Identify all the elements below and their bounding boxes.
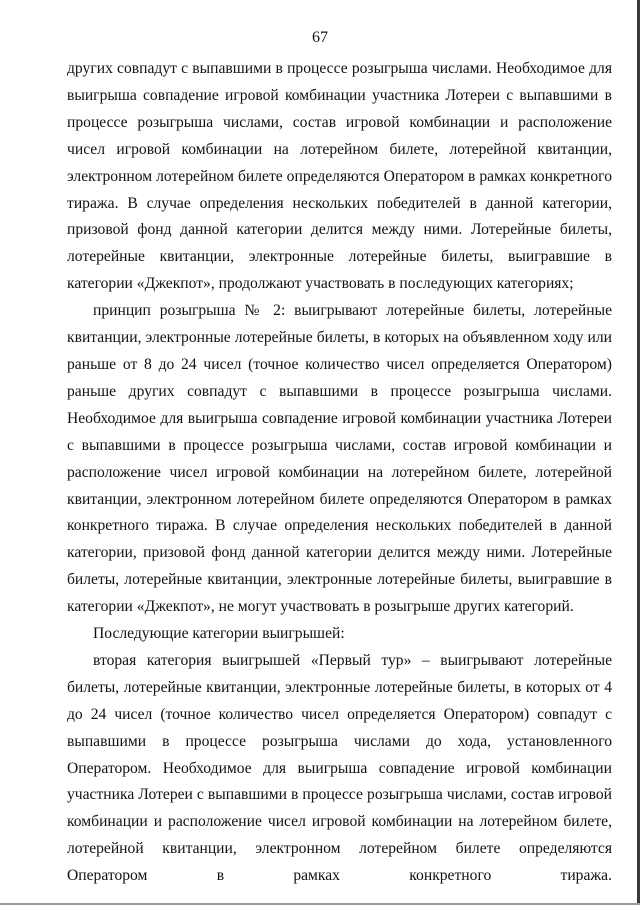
paragraph-principle-2: принцип розыгрыша № 2: выигрывают лотерейные билеты, лотерейные квитанции, электронные лотерейные билеты, в которых на объявленном ходу или раньше от 8 до 24 чисел (точное количество чисел определяется Оператором) раньше других совпадут с выпавшими в процессе розыгрыша числами. Необходимое для выигрыша совпадение игровой комбинации участника Лотереи с выпавшими в процессе розыгрыша числами, состав игровой комбинации и расположение чисел игровой комбинации на лотерейном билете, лотерейной квитанции, электронном лотерейном билете определяются Оператором в рамках конкретного тиража. В случае определения нескольких победителей в данной категории, призовой фонд данной категории делится между ними. Лотерейные билеты, лотерейные квитанции, электронные лотерейные билеты, выигравшие в категории «Джекпот», не могут участвовать в розыгрыше других категорий. <box>67 302 612 616</box>
paragraph-subsequent-categories: Последующие категории выигрышей: <box>93 625 345 643</box>
page-number: 67 <box>312 29 328 46</box>
paragraph-continuation: других совпадут с выпавшими в процессе розыгрыша числами. Необходимое для выигрыша совпадение игровой комбинации участника Лотереи с выпавшими в процессе розыгрыша числами, состав игровой комбинации и расположение чисел игровой комбинации на лотерейном билете, лотерейной квитанции, электронном лотерейном билете определяются Оператором в рамках конкретного тиража. В случае определения нескольких победителей в данной категории, призовой фонд данной категории делится между ними. Лотерейные билеты, лотерейные квитанции, электронные лотерейные билеты, выигравшие в категории «Джекпот», продолжают участвовать в последующих категориях; <box>67 60 612 293</box>
paragraph-second-category: вторая категория выигрышей «Первый тур» – выигрывают лотерейные билеты, лотерейные квитанции, электронные лотерейные билеты, в которых от 4 до 24 чисел (точное количество чисел определяется Оператором) совпадут с выпавшими в процессе розыгрыша числами до хода, установленного Оператором. Необходимое для выигрыша совпадение игровой комбинации участника Лотереи с выпавшими в процессе розыгрыша числами, состав игровой комбинации и расположение чисел игровой комбинации на лотерейном билете, лотерейной квитанции, электронном лотерейном билете определяются Оператором в рамках конкретного тиража. <box>67 651 612 885</box>
body-text <box>67 56 612 890</box>
